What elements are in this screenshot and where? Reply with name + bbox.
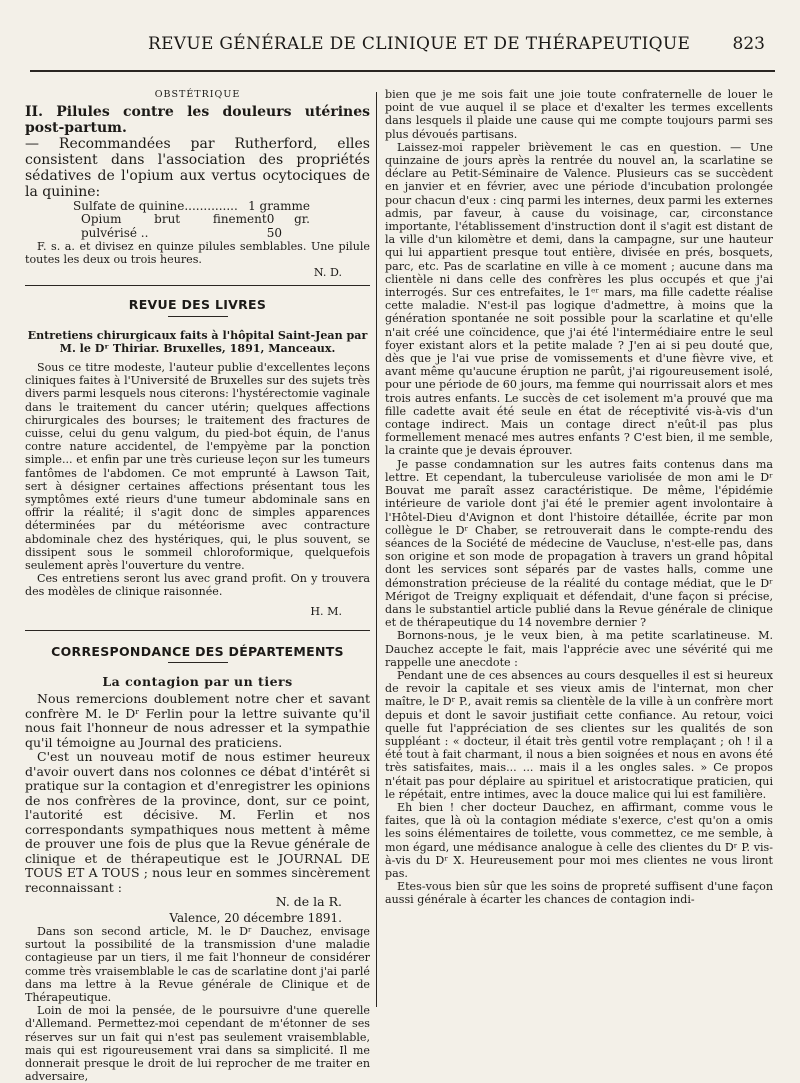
ingredient-name: Opium brut finement pulvérisé ..	[81, 212, 267, 240]
contagion-paragraph-2: C'est un nouveau motif de nous estimer heureux d'avoir ouvert dans nos colonnes ce débat d'intérêt si pratique sur la contagion et d'enregistrer les opinions de nos confrères de la province, dont, sur ce point, l'autorité est décisive. M. Ferlin et nos correspondants sympathiques nous mettent à même de prouver une fois de plus que la Revue générale de clinique et de thérapeutique est le JOURNAL DE TOUS ET A TOUS ; nous leur en sommes sincèrement reconnaissant :	[25, 749, 370, 895]
letter-paragraph-2: Loin de moi la pensée, de le poursuivre d'une querelle d'Allemand. Permettez-moi cependant de m'étonner de ses réserves sur un fait qui n'est pas seulement vraisemblable, mais qui est rigoureusement vrai dans sa simplicité. Il me donnerait presque le droit de lui reprocher de me traiter en adversaire,	[25, 1004, 370, 1083]
section-short-rule	[168, 316, 228, 317]
entretiens-title: Entretiens chirurgicaux faits à l'hôpital Saint-Jean par M. le Dʳ Thiriar. Bruxelles, 1891, Manceaux.	[27, 328, 368, 355]
column-rule	[376, 92, 377, 1007]
letter-anecdote: Pendant une de ces absences au cours desquelles il est si heureux de revoir la capitale et ses vieux amis de l'internat, mon cher maître, le Dʳ P., avait remis sa clientèle de la ville à un confrère mort depuis et dont le savoir justifiait cette confiance. Au retour, voici quelle fut l'appréciation de ses clientes sur les qualités de son suppléant : « docteur, il était très gentil votre remplaçant ; oh ! il a été tout à fait charmant, il nous a bien soignées et nous en avons été très satisfaites, mais... ... mais il a les ongles sales. » Ce propos n'était pas pour déplaire au spirituel et aristocratique praticien, qui le répétait, entre intimes, avec la douce malice qui lui est familière.	[385, 668, 773, 801]
dateline: Valence, 20 décembre 1891.	[169, 910, 342, 925]
pilules-instructions: F. s. a. et divisez en quinze pilules semblables. Une pilule toutes les deux ou trois heures.	[25, 239, 370, 267]
entretiens-paragraph-1: Sous ce titre modeste, l'auteur publie d'excellentes leçons cliniques faites à l'Université de Bruxelles sur des sujets très divers parmi lesquels nous citerons: l'hystérectomie vaginale dans le traitement du cancer utérin; quelques affections chirurgicales des bourses; le traitement des fractures de cuisse, celui du genu valgum, du pied-bot équin, de l'anus contre nature accidentel, de l'empyème par la ponction simple... et enfin par une très curieuse leçon sur les tumeurs fantômes de l'abdomen. Ce mot emprunté à Lawson Tait, sert à désigner certaines affections présentant tous les symptômes exté rieurs d'une tumeur abdominale sans en offrir la réalité; il s'agit donc de simples apparences déterminées par du météorisme avec contracture abdominale chez des hystériques, qui, le plus souvent, se dissipent sous le sommeil chloroformique, quelquefois seulement après l'ouverture du ventre.	[25, 361, 370, 573]
revue-livres-heading: REVUE DES LIVRES	[128, 297, 267, 313]
running-header	[30, 34, 775, 58]
letter-paragraph-1: Dans son second article, M. le Dʳ Dauchez, envisage surtout la possibilité de la transmission d'une maladie contagieuse par un tiers, il me fait l'honneur de considérer comme très vraisemblable le cas de scarlatine dont j'ai parlé dans ma lettre à la Revue générale de Clinique et de Thérapeutique.	[25, 925, 370, 1005]
letter-scarlatine-case: Laissez-moi rappeler brièvement le cas en question. — Une quinzaine de jours après la rentrée du nouvel an, la scarlatine se déclare au Petit-Séminaire de Valence. Plusieurs cas se succèdent en janvier et en février, avec une période d'incubation prolongée pour chacun d'eux : cinq parmi les internes, deux parmi les externes admis, par faveur, à cause du voisinage, car, circonstance importante, l'établissement d'instruction dont il s'agit est distant de la ville d'un kilomètre et demi, dans la campagne, sur une hauteur qui lui appartient presque tout entière, divisée en prés, bosquets, parc, etc. Pas de scarlatine en ville à ce moment ; aucune dans ma clientèle ni dans celle des confrères les plus occupés et que j'ai interrogés. Sur ces entrefaites, le 1ᵉʳ mars, ma fille cadette réalise cette maladie. N'est-il pas logique d'admettre, à moins que la génération spontanée ne soit possible pour la scarlatine et qu'elle n'ait créé une coïncidence, que j'ai été l'intermédiaire entre le seul foyer existant alors et la petite malade ? J'en ai si peu douté que, dès que je l'ai vue prise de vomissements et d'une fièvre vive, et avant même qu'aucune éruption ne parût, j'ai rigoureusement isolé, pour une période de 60 jours, ma femme qui nourrissait alors et mes trois autres enfants. Le succès de cet isolement m'a prouvé que ma fille cadette avait été seule en état de réceptivité vis-à-vis d'un contage indirect. Mais un contage direct n'eût-il pas plus formellement menacé mes autres enfants ? C'est bien, il me semble, la crainte que je devais éprouver.	[385, 140, 773, 458]
contagion-signature: N. de la R.	[275, 894, 342, 910]
correspondance-heading: CORRESPONDANCE DES DÉPARTEMENTS	[51, 643, 344, 659]
entretiens-signature: H. M.	[310, 604, 342, 618]
letter-continuation: bien que je me sois fait une joie toute confraternelle de louer le point de vue auquel il se place et d'exalter les termes excellents dans lesquels il plaide une cause qui me compte toujours parmi ses plus dévoués partisans.	[385, 88, 773, 141]
letter-other-facts: Je passe condamnation sur les autres faits contenus dans ma lettre. Et cependant, la tuberculeuse variolisée de mon ami le Dʳ Bouvat me paraît assez caractéristique. De même, l'épidémie intérieure de variole dont j'ai été le premier agent involontaire à l'Hôtel-Dieu d'Avignon et dont l'histoire détaillée, écrite par mon collègue le Dʳ Chaber, se retrouverait dans le compte-rendu des séances de la Société de médecine de Vaucluse, n'est-elle pas, dans son origine et son mode de propagation à travers un grand hôpital dont les services sont séparés par de vastes halls, comme une démonstration précieuse de la réalité du contage médiat, que le Dʳ Mérigot de Treigny expliquait et défendait, d'une façon si précise, dans le substantiel article publié dans la Revue générale de clinique et de thérapeutique du 14 novembre dernier ?	[385, 457, 773, 630]
section-rule	[25, 630, 370, 631]
right-column	[385, 88, 773, 907]
letter-closing: Etes-vous bien sûr que les soins de propreté suffisent d'une façon aussi générale à écarter les chances de contagion indi-	[385, 880, 773, 907]
pilules-signature: N. D.	[313, 266, 342, 280]
ingredient-name: Sulfate de quinine..............	[73, 199, 238, 214]
left-column	[25, 88, 370, 1083]
pilules-intro: — Recommandées par Rutherford, elles consistent dans l'association des propriétés sédatives de l'opium aux vertus ocytociques de la quinine:	[25, 136, 370, 201]
section-short-rule	[168, 662, 228, 663]
journal-title: REVUE GÉNÉRALE DE CLINIQUE ET DE THÉRAPEUTIQUE	[148, 34, 691, 54]
section-rule	[25, 285, 370, 286]
entretiens-paragraph-2: Ces entretiens seront lus avec grand profit. On y trouvera des modèles de clinique raisonnée.	[25, 572, 370, 599]
page-number: 823	[732, 34, 765, 54]
ingredient-dose: 0 gr. 50	[266, 212, 310, 240]
pilules-heading: II. Pilules contre les douleurs utérines post-partum.	[25, 104, 370, 137]
contagion-paragraph-1: Nous remercions doublement notre cher et savant confrère M. le Dʳ Ferlin pour la lettre suivante qu'il nous fait l'honneur de nous adresser et la sympathie qu'il témoigne au Journal des praticiens.	[25, 691, 370, 750]
obstetrique-label: OBSTÉTRIQUE	[154, 89, 241, 100]
letter-anecdote-intro: Bornons-nous, je le veux bien, à ma petite scarlatineuse. M. Dauchez accepte le fait, mais l'apprécie avec une sévérité qui me rappelle une anecdote :	[385, 629, 773, 669]
ingredient-row-2	[25, 213, 370, 239]
header-rule	[30, 70, 775, 72]
letter-reply: Eh bien ! cher docteur Dauchez, en affirmant, comme vous le faites, que là où la contagion médiate s'exerce, c'est qu'on a omis les soins élémentaires de toilette, vous commettez, ce me semble, à mon égard, une médisance analogue à celle des clientes du Dʳ P. vis-à-vis du Dʳ X. Heureusement pour moi mes clientes ne vous liront pas.	[385, 800, 773, 880]
ingredient-dose: 1 gramme	[248, 199, 310, 214]
contagion-heading: La contagion par un tiers	[102, 674, 293, 690]
